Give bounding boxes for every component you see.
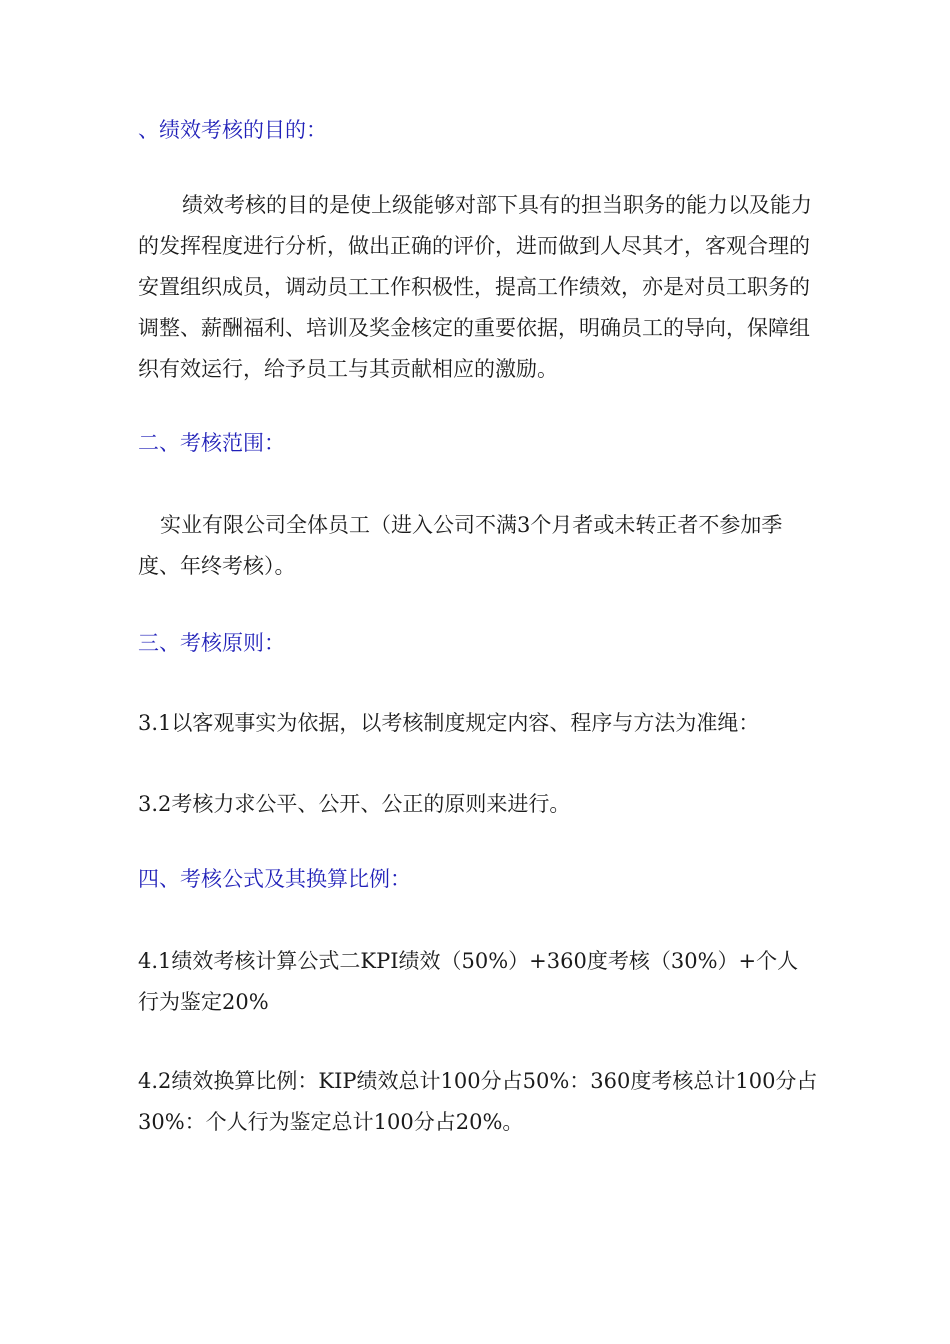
section-heading-principles: 三、考核原则： <box>138 631 285 655</box>
formula-item-4-1: 4.1绩效考核计算公式二KPI绩效（50%）+360度考核（30%）+个人行为鉴定20% <box>138 949 799 1014</box>
section-body-scope: 实业有限公司全体员工（进入公司不满3个月者或未转正者不参加季度、年终考核）。 <box>138 513 783 578</box>
section-heading-formula: 四、考核公式及其换算比例： <box>138 867 411 891</box>
principle-item-3-2: 3.2考核力求公平、公开、公正的原则来进行。 <box>138 792 571 816</box>
formula-item-4-2: 4.2绩效换算比例：KIP绩效总计100分占50%：360度考核总计100分占30%：个人行为鉴定总计100分占20%。 <box>138 1069 818 1134</box>
section-heading-purpose: 、绩效考核的目的： <box>138 118 327 142</box>
principle-item-3-1: 3.1以客观事实为依据，以考核制度规定内容、程序与方法为准绳： <box>138 711 760 735</box>
section-body-purpose: 绩效考核的目的是使上级能够对部下具有的担当职务的能力以及能力的发挥程度进行分析，做出正确的评价，进而做到人尽其才，客观合理的安置组织成员，调动员工工作积极性，提高工作绩效，亦是对员工职务的调整、薪酬福利、培训及奖金核定的重要依据，明确员工的导向，保障组织有效运行，给予员工与其贡献相应的激励。 <box>138 193 812 381</box>
section-heading-scope: 二、考核范围： <box>138 431 285 455</box>
